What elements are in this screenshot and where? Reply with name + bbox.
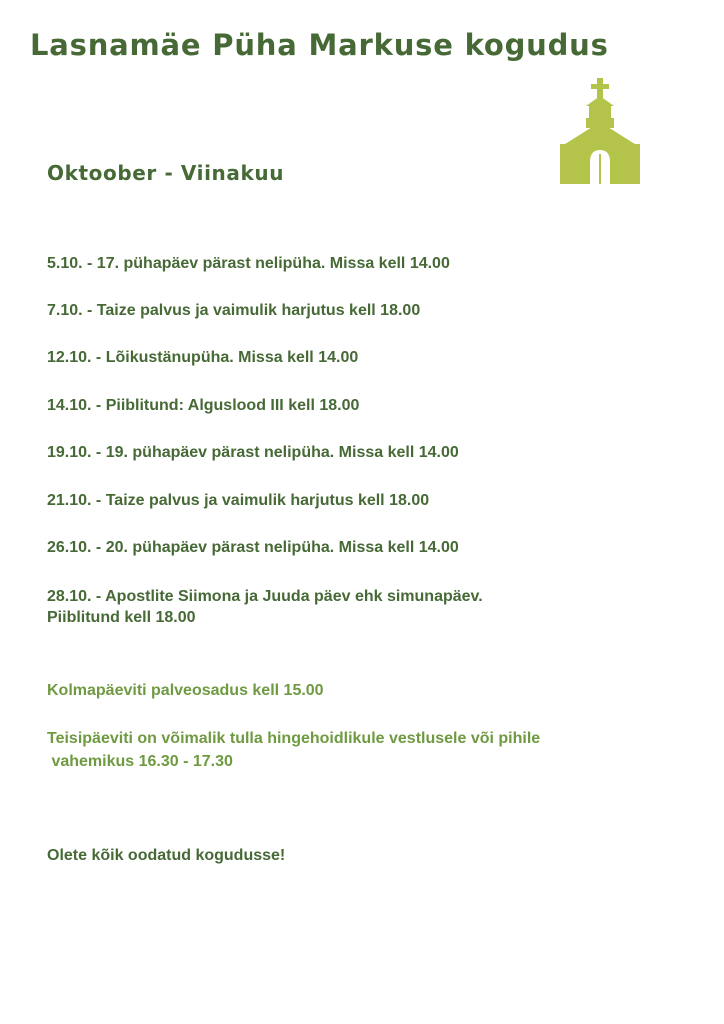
page-title: Lasnamäe Püha Markuse kogudus (30, 28, 609, 62)
event-text: 5.10. - 17. pühapäev pärast nelipüha. Missa kell 14.00 (47, 255, 450, 272)
note-text-continued: vahemikus 16.30 - 17.30 (47, 753, 233, 770)
event-item (47, 300, 420, 321)
event-item (47, 586, 483, 628)
note-item (47, 727, 540, 773)
event-text: 26.10. - 20. pühapäev pärast nelipüha. Missa kell 14.00 (47, 539, 459, 556)
note-text: Teisipäeviti on võimalik tulla hingehoidlikule vestlusele või pihile (47, 730, 541, 747)
event-text: 21.10. - Taize palvus ja vaimulik harjutus kell 18.00 (47, 492, 430, 509)
event-item (47, 347, 358, 368)
note-text: Kolmapäeviti palveosadus kell 15.00 (47, 682, 324, 699)
event-text: 14.10. - Piiblitund: Alguslood III kell 18.00 (47, 397, 360, 414)
event-text: 28.10. - Apostlite Siimona ja Juuda päev ehk simunapäev. (47, 588, 483, 605)
event-item (47, 537, 459, 558)
event-text: 19.10. - 19. pühapäev pärast nelipüha. Missa kell 14.00 (47, 444, 459, 461)
closing-message: Olete kõik oodatud kogudusse! (47, 847, 286, 864)
church-icon (556, 78, 644, 186)
event-text-continued: Piiblitund kell 18.00 (47, 609, 196, 626)
note-item (47, 679, 324, 702)
event-item (47, 490, 429, 511)
event-text: 12.10. - Lõikustänupüha. Missa kell 14.00 (47, 349, 359, 366)
event-text: 7.10. - Taize palvus ja vaimulik harjutus kell 18.00 (47, 302, 421, 319)
event-item (47, 395, 359, 416)
event-item (47, 253, 450, 274)
event-item (47, 442, 459, 463)
month-heading: Oktoober - Viinakuu (47, 161, 285, 185)
